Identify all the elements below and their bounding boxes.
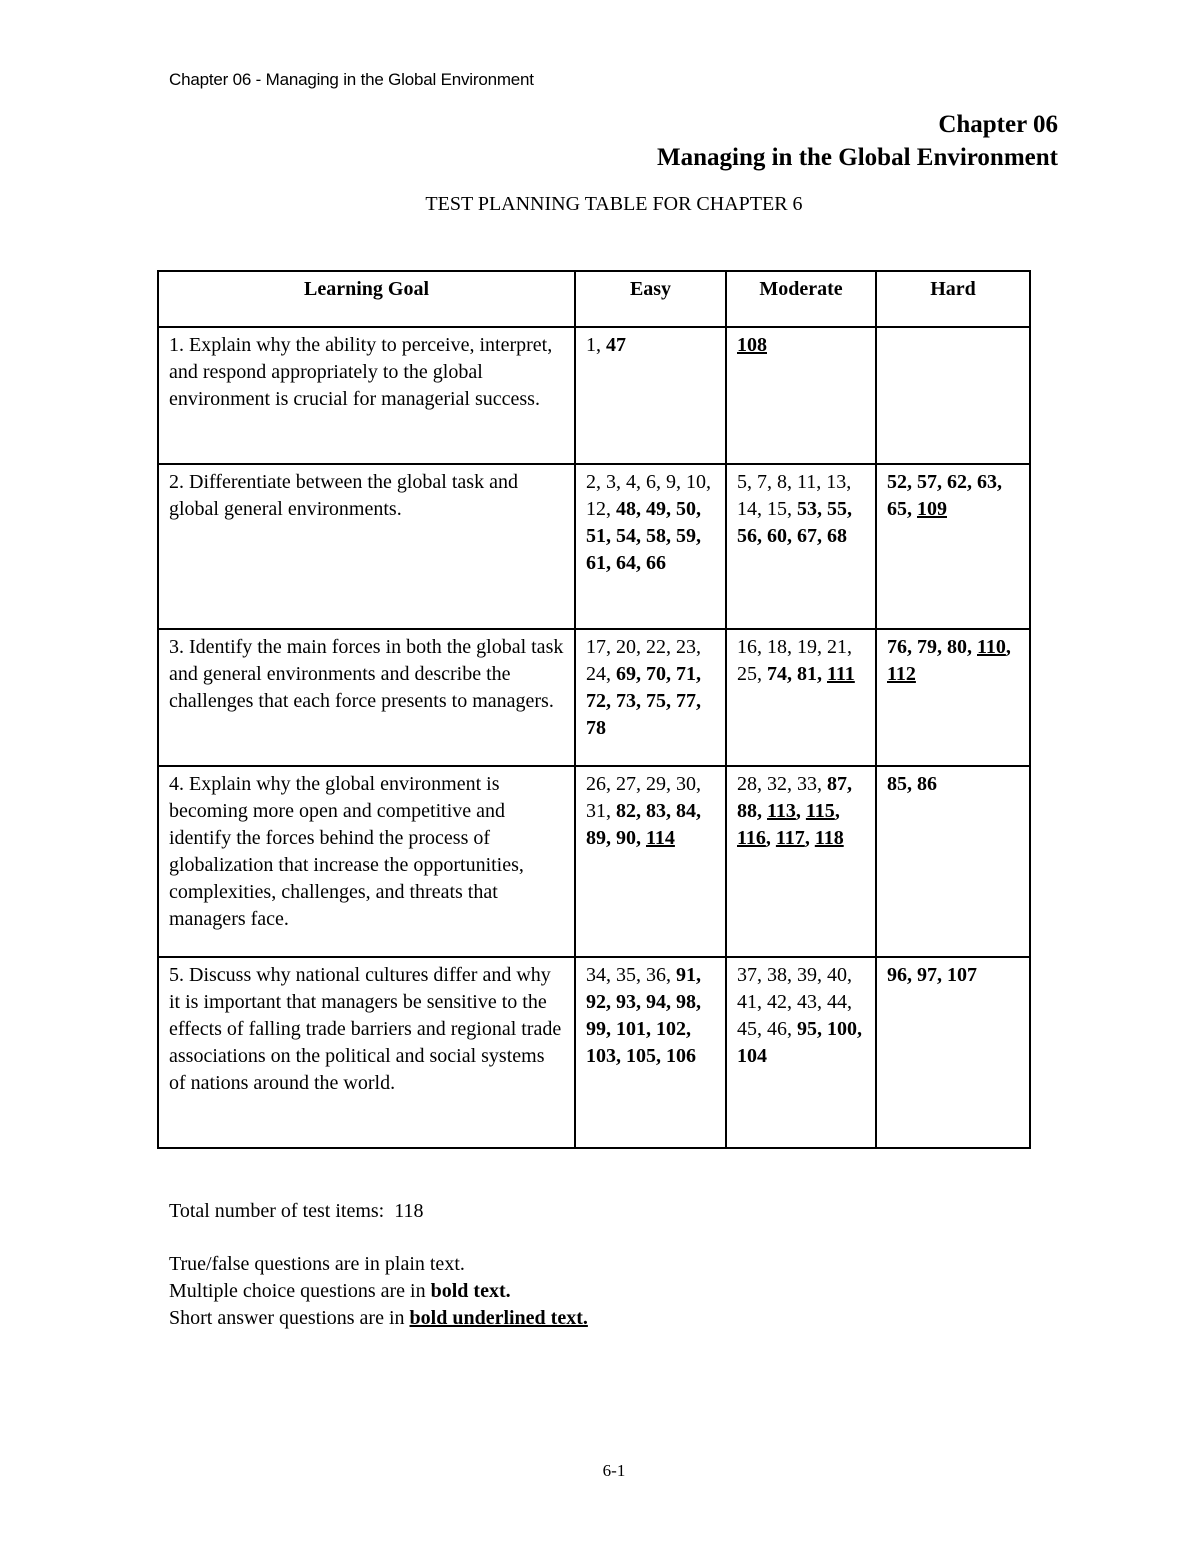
- question-number: 8: [777, 471, 787, 493]
- question-number: 101: [616, 1018, 646, 1040]
- question-number: 24: [586, 663, 606, 685]
- question-number: 49: [646, 498, 666, 520]
- question-number: 88: [737, 800, 757, 822]
- question-number: 94: [646, 991, 666, 1013]
- question-number: 65: [887, 498, 907, 520]
- question-number: 19: [797, 636, 817, 658]
- question-number: 73: [616, 690, 636, 712]
- question-number: 117: [775, 827, 805, 849]
- question-number: 27: [616, 773, 636, 795]
- question-number: 46: [767, 1018, 787, 1040]
- question-number: 16: [737, 636, 757, 658]
- question-number: 62: [947, 471, 967, 493]
- question-number: 9: [666, 471, 676, 493]
- question-number: 106: [666, 1045, 696, 1067]
- question-number: 21: [827, 636, 847, 658]
- question-number: 87: [827, 773, 847, 795]
- question-number: 85: [887, 773, 907, 795]
- total-items-line: [169, 1198, 588, 1225]
- question-number: 26: [586, 773, 606, 795]
- question-number: 107: [947, 964, 977, 986]
- question-number: 50: [676, 498, 696, 520]
- question-number: 13: [826, 471, 847, 493]
- mc-note-text: Multiple choice questions are in: [169, 1280, 426, 1302]
- question-number: 42: [767, 991, 787, 1013]
- header-learning-goal: Learning Goal: [158, 271, 575, 327]
- question-number: 53: [797, 498, 817, 520]
- question-number: 2: [586, 471, 596, 493]
- question-number: 41: [737, 991, 757, 1013]
- table-row: [158, 629, 1030, 766]
- hard-cell: 85, 86: [876, 766, 1030, 957]
- question-number: 10: [686, 471, 706, 493]
- question-number: 63: [977, 471, 997, 493]
- question-number: 116: [737, 827, 766, 849]
- running-header: Chapter 06 - Managing in the Global Environment: [169, 70, 534, 89]
- question-number: 113: [767, 800, 796, 822]
- question-number: 109: [917, 498, 947, 520]
- question-number: 52: [887, 471, 907, 493]
- question-number: 57: [917, 471, 937, 493]
- goal-cell: 1. Explain why the ability to perceive, interpret, and respond appropriately to the global environment is crucial for managerial success.: [158, 327, 575, 464]
- header-row: [158, 271, 1030, 327]
- sa-note-text: Short answer questions are in: [169, 1307, 405, 1329]
- question-number: 90: [616, 827, 636, 849]
- question-number: 23: [676, 636, 696, 658]
- question-number: 102: [656, 1018, 686, 1040]
- easy-cell: 34, 35, 36, 91, 92, 93, 94, 98, 99, 101, 102, 103, 105, 106: [575, 957, 726, 1148]
- header-easy: Easy: [575, 271, 726, 327]
- question-number: 45: [737, 1018, 757, 1040]
- question-number: 38: [767, 964, 787, 986]
- chapter-title-block: [657, 108, 1058, 174]
- question-number: 104: [737, 1045, 767, 1067]
- moderate-cell: 28, 32, 33, 87, 88, 113, 115, 116, 117, 118: [726, 766, 876, 957]
- question-number: 56: [737, 525, 757, 547]
- question-number: 32: [767, 773, 787, 795]
- moderate-cell: [726, 327, 876, 464]
- mc-note-emphasis: bold text.: [430, 1280, 511, 1302]
- question-number: 67: [797, 525, 817, 547]
- question-number: 44: [827, 991, 847, 1013]
- question-number: 105: [626, 1045, 656, 1067]
- question-number: 51: [586, 525, 606, 547]
- goal-cell: 5. Discuss why national cultures differ and why it is important that managers be sensitive to the effects of falling trade barriers and regional trade associations on the political and social systems of nations around the world.: [158, 957, 575, 1148]
- question-number: 48: [616, 498, 636, 520]
- hard-cell: 96, 97, 107: [876, 957, 1030, 1148]
- moderate-cell: 16, 18, 19, 21, 25, 74, 81, 111: [726, 629, 876, 766]
- question-number: 59: [676, 525, 696, 547]
- question-number: 92: [586, 991, 606, 1013]
- table-row: [158, 327, 1030, 464]
- question-number: 75: [646, 690, 666, 712]
- hard-cell: 52, 57, 62, 63, 65, 109: [876, 464, 1030, 629]
- question-number: 1: [586, 334, 596, 356]
- multiple-choice-note: [169, 1278, 588, 1305]
- question-number: 112: [887, 663, 916, 685]
- goal-cell: 4. Explain why the global environment is becoming more open and competitive and identify the forces behind the process of globalization that increase the opportunities, complexities, challenges, and threats that managers face.: [158, 766, 575, 957]
- hard-cell: 76, 79, 80, 110, 112: [876, 629, 1030, 766]
- question-number: 89: [586, 827, 606, 849]
- question-number: 39: [797, 964, 817, 986]
- question-number: 69: [616, 663, 636, 685]
- header-moderate: Moderate: [726, 271, 876, 327]
- chapter-number: Chapter 06: [938, 111, 1058, 138]
- question-number: 74: [767, 663, 787, 685]
- question-number: 108: [737, 334, 767, 356]
- question-number: 103: [586, 1045, 616, 1067]
- header-hard: Hard: [876, 271, 1030, 327]
- question-number: 22: [646, 636, 666, 658]
- question-number: 96: [887, 964, 907, 986]
- question-number: 95: [797, 1018, 817, 1040]
- question-number: 29: [646, 773, 666, 795]
- question-number: 17: [586, 636, 606, 658]
- question-number: 12: [586, 498, 606, 520]
- question-number: 28: [737, 773, 757, 795]
- question-number: 82: [616, 800, 636, 822]
- question-number: 100: [827, 1018, 857, 1040]
- easy-cell: 2, 3, 4, 6, 9, 10, 12, 48, 49, 50, 51, 54, 58, 59, 61, 64, 66: [575, 464, 726, 629]
- table-row: [158, 464, 1030, 629]
- question-number: 86: [917, 773, 937, 795]
- question-number: 40: [827, 964, 847, 986]
- moderate-cell: 37, 38, 39, 40, 41, 42, 43, 44, 45, 46, 95, 100, 104: [726, 957, 876, 1148]
- question-number: 25: [737, 663, 757, 685]
- question-number: 83: [646, 800, 666, 822]
- question-number: 11: [797, 471, 817, 493]
- question-number: 91: [676, 964, 696, 986]
- total-items-label: Total number of test items:: [169, 1200, 385, 1222]
- question-number: 80: [947, 636, 967, 658]
- question-number: 55: [827, 498, 847, 520]
- goal-cell: 2. Differentiate between the global task and global general environments.: [158, 464, 575, 629]
- table-row: [158, 957, 1030, 1148]
- question-number: 47: [606, 334, 626, 356]
- question-number: 99: [586, 1018, 606, 1040]
- test-planning-table: [157, 270, 1031, 1149]
- question-number: 71: [676, 663, 696, 685]
- question-number: 34: [586, 964, 606, 986]
- question-number: 31: [586, 800, 606, 822]
- question-number: 84: [676, 800, 696, 822]
- question-number: 35: [616, 964, 636, 986]
- question-number: 78: [586, 717, 606, 739]
- question-number: 6: [646, 471, 656, 493]
- easy-cell: 17, 20, 22, 23, 24, 69, 70, 71, 72, 73, 75, 77, 78: [575, 629, 726, 766]
- question-number: 54: [616, 525, 636, 547]
- question-number: 76: [887, 636, 907, 658]
- question-number: 7: [757, 471, 767, 493]
- question-number: 3: [606, 471, 616, 493]
- question-number: 68: [827, 525, 847, 547]
- question-number: 98: [676, 991, 696, 1013]
- easy-cell: 26, 27, 29, 30, 31, 82, 83, 84, 89, 90, 114: [575, 766, 726, 957]
- question-number: 81: [797, 663, 817, 685]
- question-number: 4: [626, 471, 636, 493]
- hard-cell: [876, 327, 1030, 464]
- question-number: 36: [646, 964, 666, 986]
- question-number: 37: [737, 964, 757, 986]
- question-number: 79: [917, 636, 937, 658]
- question-number: 18: [767, 636, 787, 658]
- table-title: TEST PLANNING TABLE FOR CHAPTER 6: [425, 193, 803, 215]
- question-number: 110: [977, 636, 1006, 658]
- short-answer-note: [169, 1305, 588, 1332]
- question-number: 66: [646, 552, 666, 574]
- question-number: 20: [616, 636, 636, 658]
- page-number: 6-1: [602, 1461, 626, 1480]
- question-number: 58: [646, 525, 666, 547]
- question-number: 72: [586, 690, 606, 712]
- chapter-title: Managing in the Global Environment: [657, 144, 1058, 171]
- sa-note-emphasis: bold underlined text.: [409, 1307, 588, 1329]
- easy-cell: 1, 47: [575, 327, 726, 464]
- notes-section: [169, 1198, 588, 1332]
- question-number: 111: [827, 663, 855, 685]
- question-number: 93: [616, 991, 636, 1013]
- question-number: 5: [737, 471, 747, 493]
- question-number: 33: [797, 773, 817, 795]
- moderate-cell: 5, 7, 8, 11, 13, 14, 15, 53, 55, 56, 60, 67, 68: [726, 464, 876, 629]
- goal-cell: 3. Identify the main forces in both the global task and general environments and describe the challenges that each force presents to managers.: [158, 629, 575, 766]
- table-row: [158, 766, 1030, 957]
- question-number: 118: [814, 827, 844, 849]
- question-number: 114: [646, 827, 675, 849]
- question-number: 14: [737, 498, 757, 520]
- question-number: 97: [917, 964, 937, 986]
- question-number: 15: [767, 498, 787, 520]
- question-number: 115: [805, 800, 835, 822]
- true-false-note: True/false questions are in plain text.: [169, 1253, 465, 1275]
- question-number: 60: [767, 525, 787, 547]
- question-number: 61: [586, 552, 606, 574]
- question-number: 77: [676, 690, 696, 712]
- question-number: 70: [646, 663, 666, 685]
- question-number: 43: [797, 991, 817, 1013]
- question-number: 64: [616, 552, 636, 574]
- total-items-value: 118: [394, 1200, 424, 1222]
- question-number: 30: [676, 773, 696, 795]
